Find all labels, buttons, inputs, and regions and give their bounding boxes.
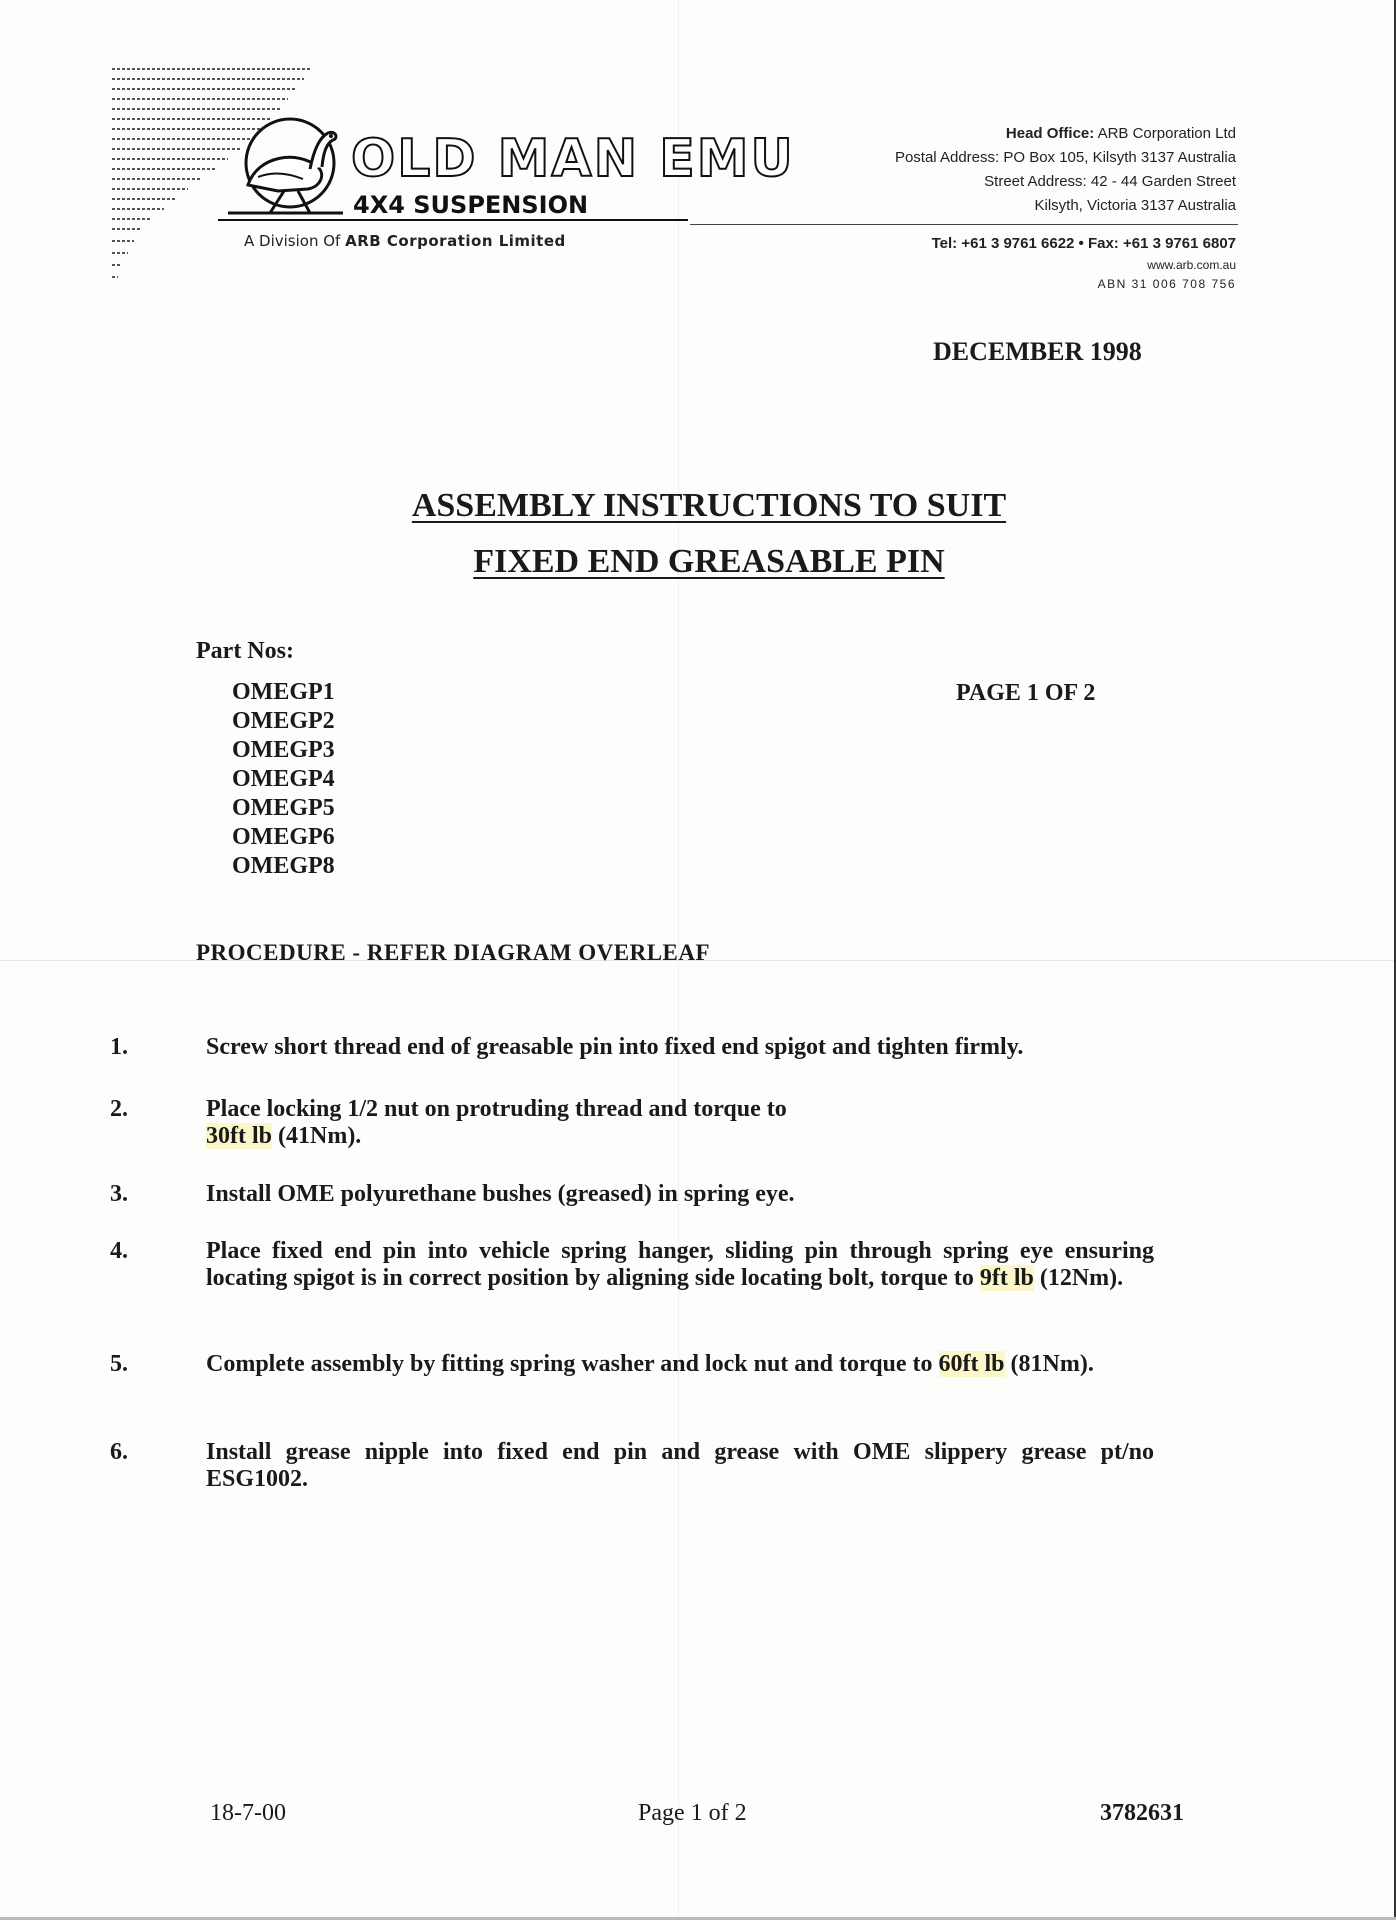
step-text: Screw short thread end of greasable pin into fixed end spigot and tighten firmly.: [206, 1034, 1024, 1060]
logo-underline: [218, 219, 688, 221]
postal-line: [895, 146, 1236, 170]
postal-value: PO Box 105, Kilsyth 3137 Australia: [1003, 149, 1236, 166]
street-label: Street Address:: [984, 173, 1087, 190]
step-number: 2.: [110, 1096, 128, 1122]
head-office-value: ARB Corporation Ltd: [1097, 125, 1236, 142]
step-number: 1.: [110, 1034, 128, 1060]
step-number: 4.: [110, 1238, 128, 1264]
office-address-block: [895, 122, 1236, 218]
title-line-1: ASSEMBLY INSTRUCTIONS TO SUIT: [411, 487, 1007, 524]
step-number: 3.: [110, 1181, 128, 1207]
step-text-part: (81Nm).: [1004, 1351, 1094, 1377]
torque-highlight: 9ft lb: [979, 1265, 1034, 1291]
brand-name: OLD MAN EMU: [351, 129, 795, 189]
postal-label: Postal Address:: [894, 149, 1000, 166]
street-line: [895, 170, 1236, 194]
letterhead-rule: [690, 224, 1238, 225]
part-number: OMEGP3: [232, 737, 335, 763]
part-number: OMEGP8: [232, 853, 335, 879]
phone-fax-line: Tel: +61 3 9761 6622 • Fax: +61 3 9761 6807: [931, 235, 1236, 252]
division-line: [244, 232, 566, 250]
procedure-heading: PROCEDURE - REFER DIAGRAM OVERLEAF: [196, 940, 711, 965]
step-number: 5.: [110, 1351, 128, 1377]
step-text: [206, 1096, 1154, 1150]
step-text-part: Place fixed end pin into vehicle spring hanger, sliding pin through spring eye ensuring locating spigot is in correct position by aligning side locating bolt, torque to: [206, 1238, 1154, 1291]
torque-highlight: 30ft lb: [206, 1123, 272, 1149]
page-indicator: PAGE 1 OF 2: [956, 680, 1096, 706]
part-number: OMEGP4: [232, 766, 335, 792]
step-text-part: Place locking 1/2 nut on protruding thread and torque to: [206, 1096, 787, 1122]
contact-block: [932, 232, 1236, 294]
step-text: Install OME polyurethane bushes (greased) in spring eye.: [206, 1181, 795, 1207]
old-man-emu-logo: [218, 115, 795, 225]
city-line: Kilsyth, Victoria 3137 Australia: [1034, 197, 1236, 214]
part-number: OMEGP6: [232, 824, 335, 850]
torque-highlight: 60ft lb: [938, 1351, 1005, 1377]
step-number: 6.: [110, 1439, 128, 1465]
abn-number: ABN 31 006 708 756: [1097, 277, 1236, 291]
step-text: [206, 1351, 1154, 1378]
emu-icon: [218, 115, 348, 225]
brand-subtitle: 4X4 SUSPENSION: [353, 191, 589, 219]
step-text-part: (12Nm).: [1033, 1265, 1124, 1291]
title-line-2: FIXED END GREASABLE PIN: [473, 543, 945, 580]
footer-number: 3782631: [1100, 1800, 1184, 1826]
step-text-part: Complete assembly by fitting spring washer and lock nut and torque to: [206, 1351, 939, 1377]
head-office-label: Head Office:: [1005, 125, 1095, 142]
division-prefix: A Division Of: [244, 232, 341, 250]
document-date: DECEMBER 1998: [933, 337, 1142, 366]
part-number: OMEGP5: [232, 795, 335, 821]
head-office-line: [895, 122, 1236, 146]
part-number-list: [232, 678, 335, 881]
document-title: [0, 478, 1396, 590]
website: www.arb.com.au: [1147, 258, 1236, 272]
part-number: OMEGP2: [232, 708, 335, 734]
division-company: ARB Corporation Limited: [345, 232, 566, 250]
footer-date: 18-7-00: [210, 1800, 286, 1826]
step-text-part: (41Nm).: [272, 1123, 362, 1149]
step-text: [206, 1238, 1154, 1292]
footer-page: Page 1 of 2: [638, 1800, 747, 1826]
part-nos-label: Part Nos:: [196, 638, 294, 664]
part-number: OMEGP1: [232, 679, 335, 705]
step-text: Install grease nipple into fixed end pin and grease with OME slippery grease pt/no ESG1002.: [206, 1439, 1154, 1492]
street-value: 42 - 44 Garden Street: [1090, 173, 1236, 190]
